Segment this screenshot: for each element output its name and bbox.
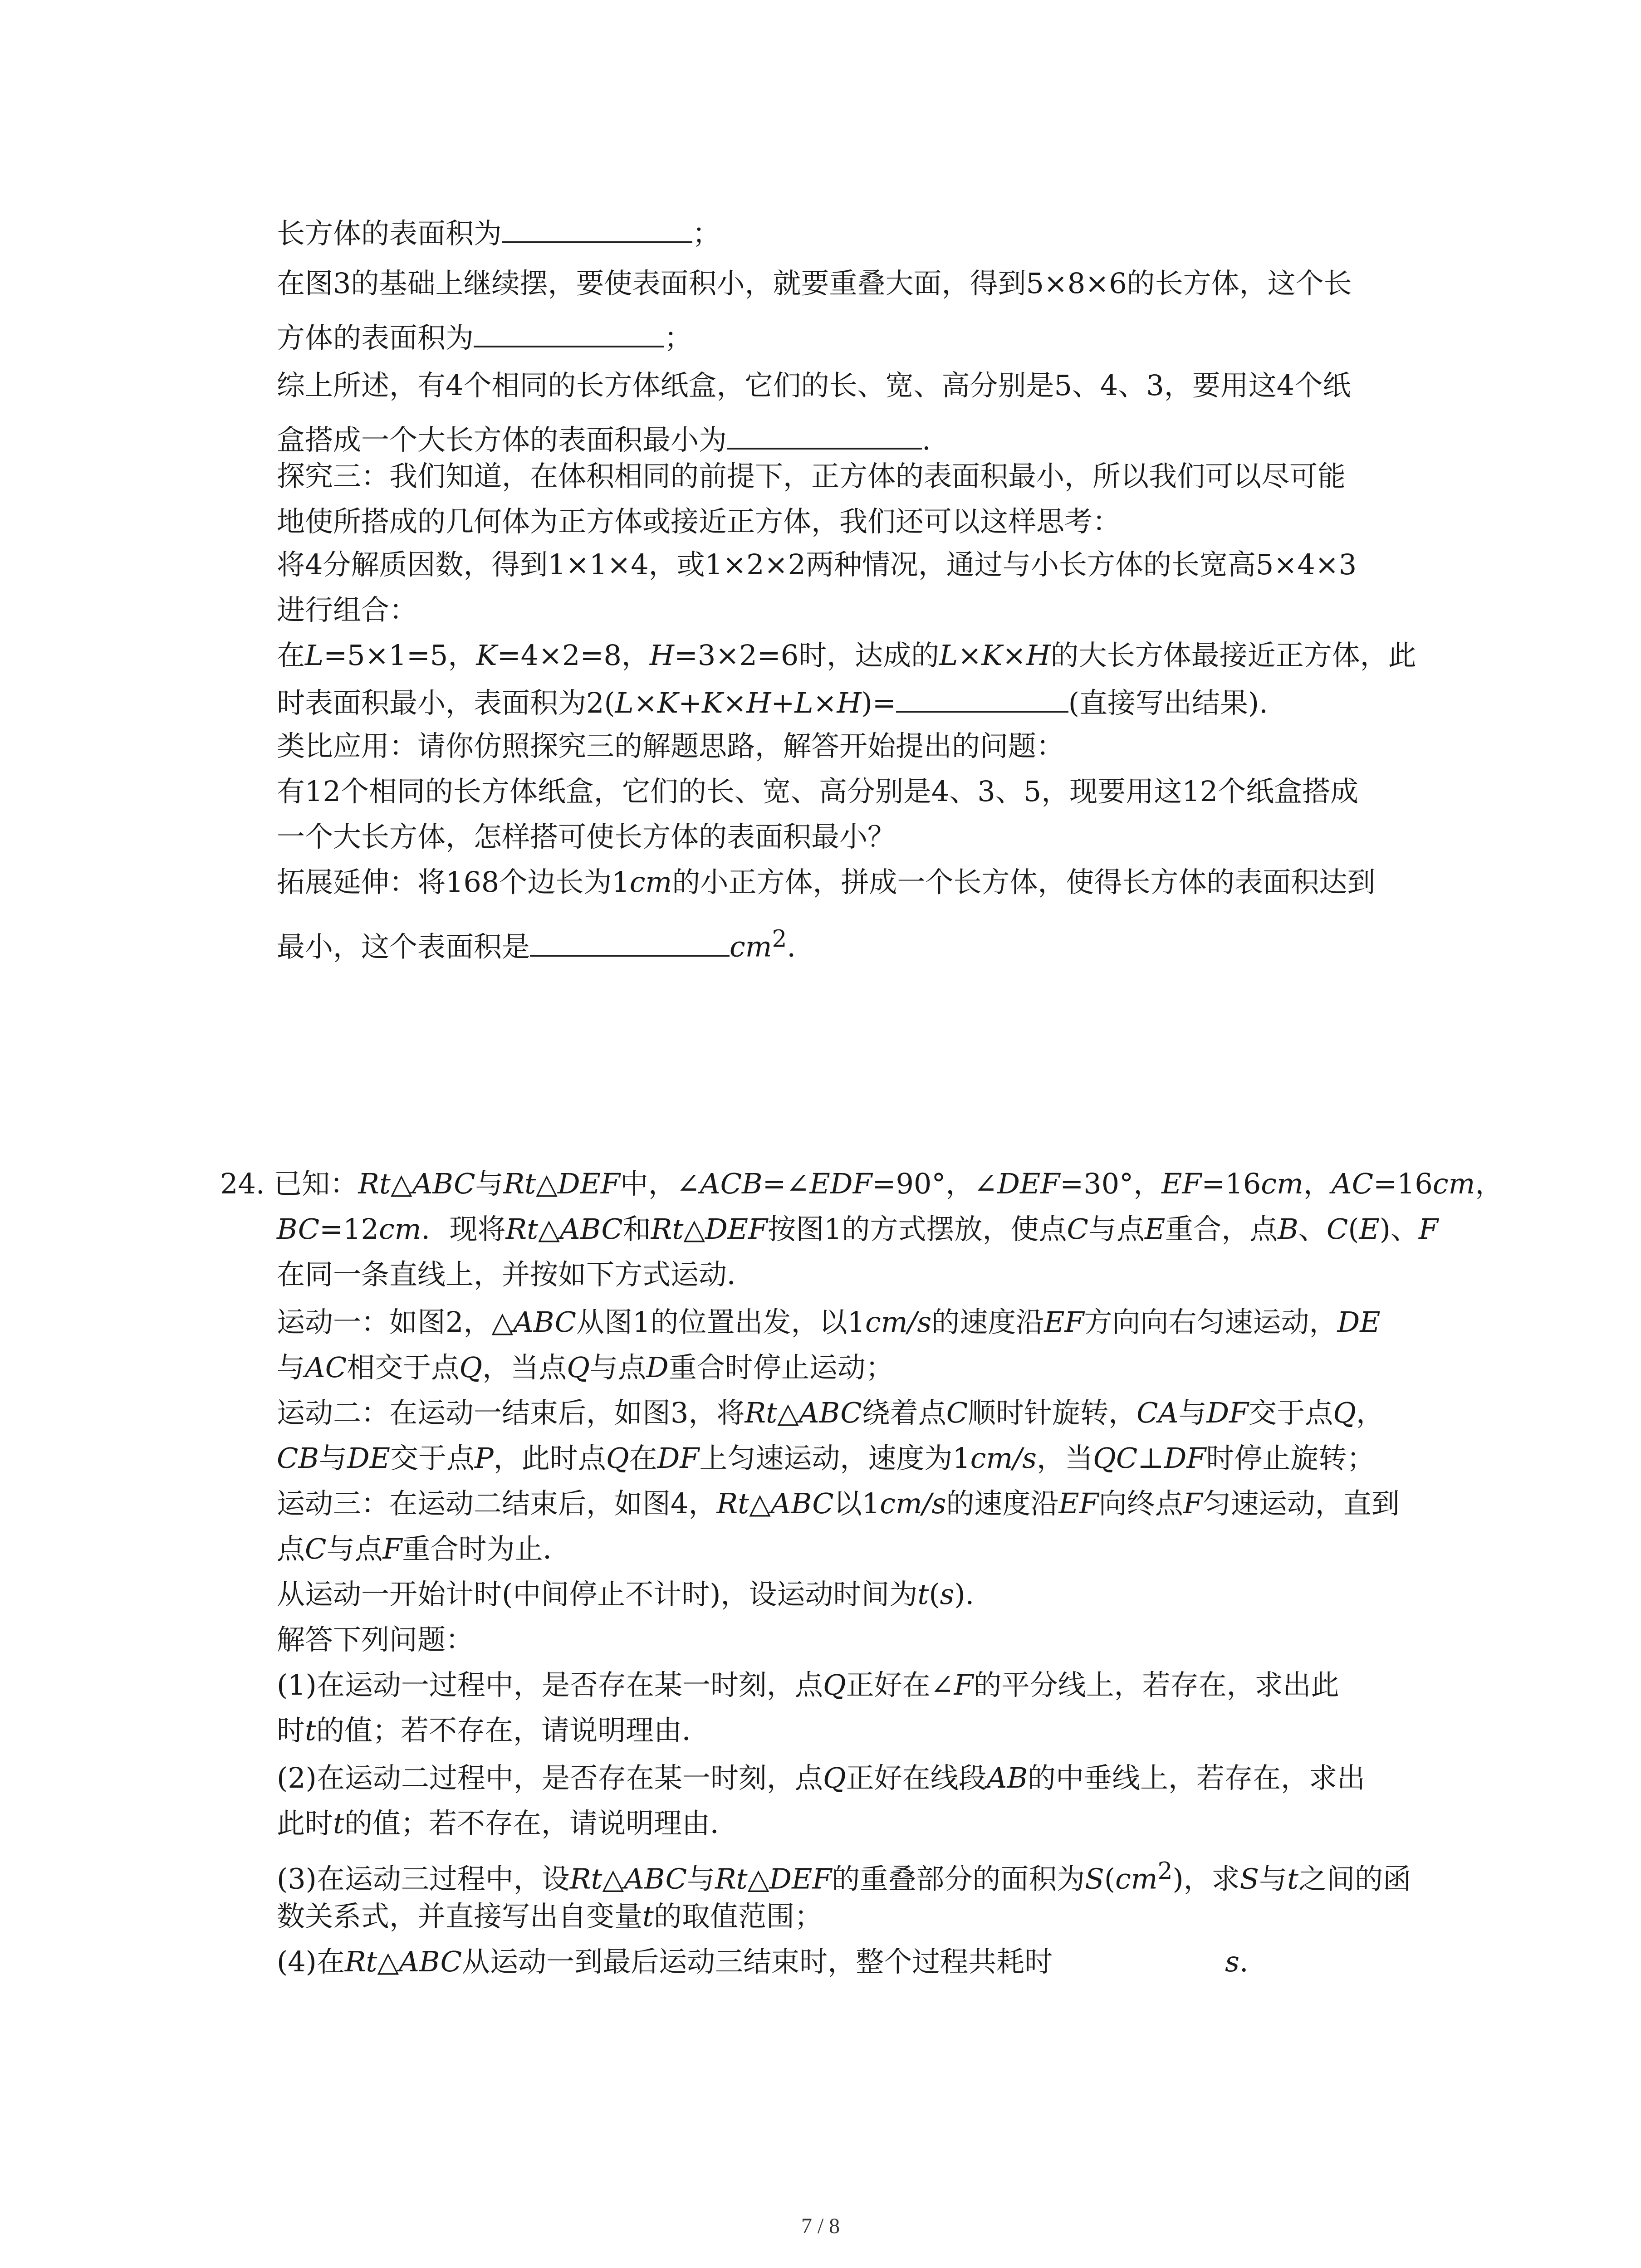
text-line: 长方体的表面积为 ； [277,213,1438,252]
text-line: 地使所搭成的几何体为正方体或接近正方体，我们还可以这样思考： [277,505,1121,538]
text-line: 与AC相交于点Q，当点Q与点D重合时停止运动； [277,1351,894,1384]
text-line: 最小，这个表面积是 $cm^2$. [277,925,796,963]
text-line: 时表面积最小，表面积为2(L×K+K×H+L×H)= (直接写出结果). [277,683,1438,721]
text-line: 将4分解质因数，得到1×1×4，或1×2×2两种情况，通过与小长方体的长宽高5×4×3 [277,548,1357,581]
text-line: 此时t的值；若不存在，请说明理由． [277,1807,738,1840]
text-line: (3)在运动三过程中，设Rt△ABC与Rt△DEF的重叠部分的面积为$S(cm^2)$，求S与t之间的函 [277,1857,1411,1896]
text-line: 类比应用：请你仿照探究三的解题思路，解答开始提出的问题： [277,729,1065,763]
text-line: 解答下列问题： [277,1623,474,1656]
text-line: 盒搭成一个大长方体的表面积最小为 . [277,420,1438,458]
text-line: 一个大长方体，怎样搭可使长方体的表面积最小？ [277,820,896,853]
text-line: 进行组合： [277,593,418,626]
text-line: BC=12cm．现将Rt△ABC和Rt△DEF按图1的方式摆放，使点C与点E重合，点B、C(E)、F [277,1212,1439,1246]
text-line: 在图3的基础上继续摆，要使表面积小，就要重叠大面，得到5×8×6的长方体，这个长 [277,267,1352,300]
answer-blank[interactable] [727,420,922,450]
answer-blank[interactable] [474,318,664,347]
text-line: 从运动一开始计时(中间停止不计时)，设运动时间为t(s). [277,1578,975,1611]
text-line: 运动二：在运动一结束后，如图3，将Rt△ABC绕着点C顺时针旋转，CA与DF交于点Q， [277,1396,1385,1429]
text-line: 在L=5×1=5，K=4×2=8，H=3×2=6时，达成的L×K×H的大长方体最接近正方体，此 [277,639,1416,672]
text-line: 时t的值；若不存在，请说明理由． [277,1714,710,1747]
text-line: (1)在运动一过程中，是否存在某一时刻，点Q正好在∠F的平分线上，若存在，求出此 [277,1668,1339,1701]
text-line: 点C与点F重合时为止． [277,1532,571,1565]
text-line: 综上所述，有4个相同的长方体纸盒，它们的长、宽、高分别是5、4、3，要用这4个纸 [277,369,1351,402]
answer-blank[interactable] [896,683,1068,713]
text-line: CB与DE交于点P，此时点Q在DF上匀速运动，速度为1cm/s，当QC⊥DF时停止旋转； [277,1442,1375,1475]
text-line: 在同一条直线上，并按如下方式运动． [277,1258,755,1291]
text-line: 有12个相同的长方体纸盒，它们的长、宽、高分别是4、3、5，现要用这12个纸盒搭成 [277,775,1359,808]
text-line: 探究三：我们知道，在体积相同的前提下，正方体的表面积最小，所以我们可以尽可能 [277,459,1346,493]
text-line: 数关系式，并直接写出自变量t的取值范围； [277,1900,823,1933]
text-line: 拓展延伸：将168个边长为1cm的小正方体，拼成一个长方体，使得长方体的表面积达到 [277,865,1376,899]
text-line: (4)在Rt△ABC从运动一到最后运动三结束时，整个过程共耗时 s. [277,1945,1249,1978]
text-line: (2)在运动二过程中，是否存在某一时刻，点Q正好在线段AB的中垂线上，若存在，求出 [277,1761,1366,1794]
question-24-line: 24. 已知：Rt△ABC与Rt△DEF中，∠ACB=∠EDF=90°，∠DEF=30°，EF=16cm，AC=16cm， [220,1167,1504,1200]
page-number: 7 / 8 [801,2214,840,2238]
answer-blank[interactable] [502,213,692,243]
text-line: 运动一：如图2，△ABC从图1的位置出发，以1cm/s的速度沿EF方向向右匀速运动，DE [277,1305,1381,1339]
text-line: 运动三：在运动二结束后，如图4，Rt△ABC以1cm/s的速度沿EF向终点F匀速运动，直到 [277,1487,1400,1520]
answer-blank[interactable] [530,927,730,957]
text-line: 方体的表面积为 ； [277,318,1438,356]
